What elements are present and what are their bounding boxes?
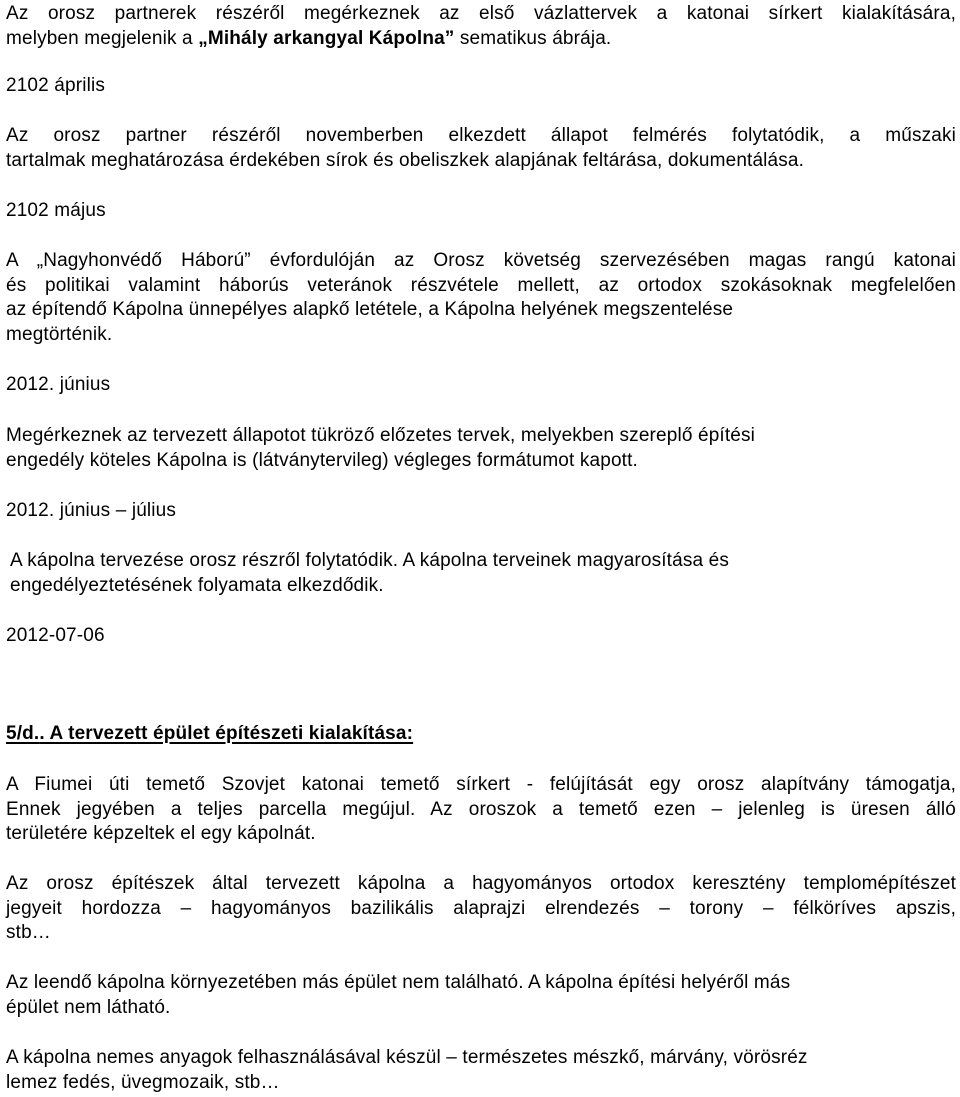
- text-line: lemez fedés, üvegmozaik, stb…: [6, 1071, 280, 1093]
- date-heading: [6, 499, 956, 524]
- text-line: A kápolna tervezése orosz részről folytatódik. A kápolna terveinek magyarosítása és: [10, 550, 729, 571]
- text-line: Ennek jegyében a teljes parcella megújul. Az oroszok a temető ezen – jelenleg is üresen álló: [6, 798, 956, 820]
- text-line: Az orosz építészek által tervezett kápolna a hagyományos ortodox keresztény templomépítészet: [6, 873, 956, 894]
- text-line: és politikai valamint háborús veteránok részvétele mellett, az ortodox szokásoknak megfelelően: [6, 274, 956, 296]
- text-line: Az orosz partner részéről novemberben elkezdett állapot felmérés folytatódik, a műszaki: [6, 125, 956, 146]
- paragraph-foundation-stone: [6, 249, 956, 347]
- text-line: Az orosz partnerek részéről megérkeznek az első vázlattervek a katonai sírkert kialakítására,: [6, 3, 956, 24]
- paragraph-survey: [6, 124, 956, 173]
- text-line: stb…: [6, 922, 51, 943]
- date-label: 2012-07-06: [6, 625, 105, 646]
- text-line: engedélyeztetésének folyamata elkezdődik.: [10, 574, 384, 596]
- text-line: A kápolna nemes anyagok felhasználásával készül – természetes mészkő, márvány, vörösréz: [6, 1047, 808, 1068]
- text-line: engedély köteles Kápolna is (látványtervileg) végleges formátumot kapott.: [6, 449, 638, 471]
- paragraph-architecture: [6, 872, 956, 946]
- chapel-name: „Mihály arkangyal Kápolna”: [198, 27, 455, 49]
- paragraph-preliminary-plans: [6, 424, 956, 473]
- paragraph-design-continues: [6, 549, 960, 598]
- paragraph-materials: [6, 1046, 956, 1095]
- text-line: A „Nagyhonvédő Háború” évfordulóján az Orosz követség szervezésében magas rangú katonai: [6, 250, 956, 271]
- text-line: tartalmak meghatározása érdekében sírok és obeliszkek alapjának feltárása, dokumentálása.: [6, 149, 805, 171]
- date-label: 2012. június: [6, 374, 111, 395]
- text-line: az építendő Kápolna ünnepélyes alapkő letétele, a Kápolna helyének megszentelése: [6, 299, 734, 320]
- date-heading: [6, 199, 956, 224]
- section-title: [6, 722, 956, 747]
- text-line: megtörténik.: [6, 323, 113, 345]
- text-line: épület nem látható.: [6, 996, 171, 1018]
- section-number: 5/d.: [6, 723, 40, 744]
- text-run: sematikus ábrája.: [454, 27, 612, 49]
- text-line: A Fiumei úti temető Szovjet katonai temető sírkert - felújítását egy orosz alapítvány támogatja,: [6, 774, 956, 795]
- paragraph-draft-plans: [6, 2, 956, 51]
- text-line: [6, 27, 956, 52]
- date-heading: [6, 624, 956, 649]
- text-line: területére képzeltek el egy kápolnát.: [6, 823, 316, 844]
- text-run: melyben megjelenik a: [6, 27, 199, 49]
- date-label: 2012. június – július: [6, 500, 177, 521]
- date-label: 2102 április: [6, 75, 105, 96]
- text-line: Az leendő kápolna környezetében más épület nem található. A kápolna építési helyéről más: [6, 972, 791, 993]
- section-title-text: . A tervezett épület építészeti kialakítása:: [39, 723, 414, 744]
- paragraph-surroundings: [6, 971, 956, 1020]
- paragraph-cemetery: [6, 773, 956, 847]
- date-heading: [6, 74, 956, 99]
- text-line: jegyeit hordozza – hagyományos bazilikális alaprajzi elrendezés – torony – félköríves apszis,: [6, 897, 956, 919]
- text-line: Megérkeznek az tervezett állapotot tükröző előzetes tervek, melyekben szereplő építési: [6, 425, 756, 446]
- section-heading: [6, 722, 956, 747]
- date-label: 2102 május: [6, 200, 106, 221]
- date-heading: [6, 373, 956, 398]
